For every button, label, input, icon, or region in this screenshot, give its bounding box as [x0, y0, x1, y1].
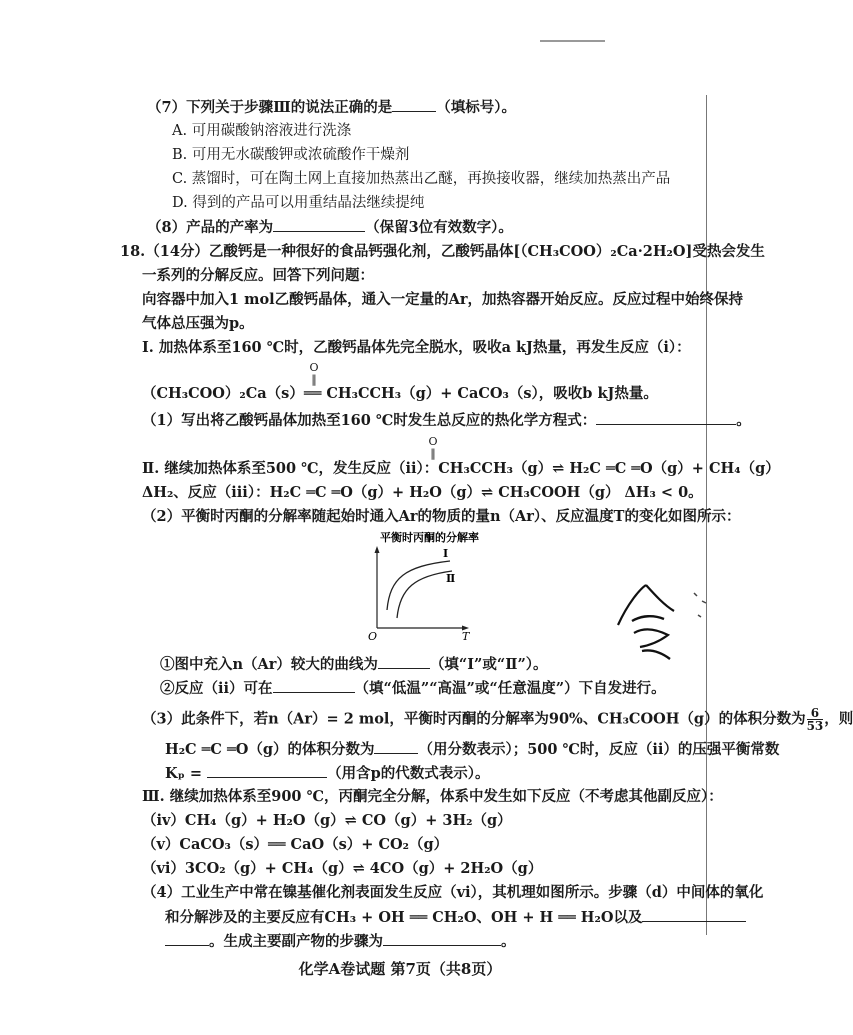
q18-1-line: （1）写出将乙酸钙晶体加热至160 ℃时发生总反应的热化学方程式： 。: [142, 412, 751, 429]
q7-option-b: B. 可用无水碳酸钾或浓硫酸作干燥剂: [172, 147, 410, 163]
q18-4-line-2: 和分解涉及的主要反应有CH₃ + OH ══ CH₂O、OH + H ══ H₂O以及: [165, 907, 746, 928]
q18-3-b-answer-blank[interactable]: [207, 763, 327, 778]
q18-4-b-answer-blank[interactable]: [165, 931, 209, 946]
q18-4-c-answer-blank[interactable]: [383, 931, 501, 946]
equation-i: （CH₃COO）₂Ca（s）══ CH₃CCH₃（g）+ CaCO₃（s），吸收b kJ热量。: [142, 385, 658, 402]
q18-2-a-stem: ①图中充入n（Ar）较大的曲线为: [160, 656, 378, 673]
q18-2-stem: （2）平衡时丙酮的分解率随起始时通入Ar的物质的量n（Ar）、反应温度T的变化如图所示：: [142, 508, 741, 525]
part2-line-2: ΔH₂、反应（ⅲ）：H₂C ═C ═O（g）+ H₂O（g）⇌ CH₃COOH（g） ΔH₃ < 0。: [142, 484, 703, 501]
q7-stem: （7）下列关于步骤Ⅲ的说法正确的是: [147, 99, 393, 116]
graph-title: 平衡时丙酮的分解率: [380, 531, 479, 544]
q18-intro-2: 一系列的分解反应。回答下列问题：: [142, 267, 374, 284]
q18-4-line-3: 。生成主要副产物的步骤为 。: [165, 931, 516, 952]
q18-setup-2: 气体总压强为p。: [142, 315, 254, 332]
scan-mark: [540, 40, 605, 42]
carbonyl-o-i: O ‖: [309, 361, 319, 386]
curve-i-label: Ⅰ: [443, 547, 449, 560]
q18-1-stem: （1）写出将乙酸钙晶体加热至160 ℃时发生总反应的热化学方程式：: [142, 412, 597, 429]
curve-ii-label: Ⅱ: [446, 572, 456, 585]
curve-i: [387, 561, 450, 610]
q8-answer-blank[interactable]: [273, 217, 365, 232]
graph-x-label: T: [462, 630, 470, 643]
graph-origin: O: [368, 630, 378, 643]
q18-4-a-answer-blank[interactable]: [642, 907, 746, 922]
q7-stem-tail: （填标号）。: [436, 99, 516, 116]
q8-line: [147, 217, 513, 238]
q18-part1: Ⅰ. 加热体系至160 ℃时，乙酸钙晶体先完全脱水，吸收a kJ热量，再发生反应（ⅰ）：: [142, 339, 691, 356]
q7-option-c: C. 蒸馏时，可在陶土网上直接加热蒸出乙醚，再换接收器，继续加热蒸出产品: [172, 171, 671, 187]
q18-3-line-3: Kₚ = （用含p的代数式表示）。: [165, 765, 490, 782]
equation-iv: （ⅳ）CH₄（g）+ H₂O（g）⇌ CO（g）+ 3H₂（g）: [142, 812, 512, 829]
part3: Ⅲ. 继续加热体系至900 ℃，丙酮完全分解，体系中发生如下反应（不考虑其他副反应）：: [142, 788, 723, 805]
q8-stem: （8）产品的产率为: [147, 219, 274, 236]
q7-stem-line: [147, 97, 516, 118]
q18-2-b-line: ②反应（ⅱ）可在 （填“低温”“高温”或“任意温度”）下自发进行。: [160, 680, 666, 697]
graph-y-arrow: [375, 546, 380, 553]
decomposition-rate-graph: [360, 528, 490, 648]
q18-3-line-2: H₂C ═C ═O（g）的体积分数为 （用分数表示）；500 ℃时，反应（ⅱ）的压强平衡常数: [165, 741, 780, 758]
q18-4-line-1: （4）工业生产中常在镍基催化剂表面发生反应（ⅵ），其机理如图所示。步骤（d）中间体的氧化: [142, 884, 764, 901]
q18-3-line-1: （3）此条件下，若n（Ar）= 2 mol，平衡时丙酮的分解率为90%、CH₃COOH（g）的体积分数为 $\frac{6}{53}$ ，则: [142, 706, 853, 733]
q7-answer-blank[interactable]: [392, 97, 436, 112]
q7-option-a: A. 可用碳酸钠溶液进行洗涤: [172, 123, 352, 139]
equation-v: （ⅴ）CaCO₃（s）══ CaO（s）+ CO₂（g）: [142, 836, 449, 853]
handwritten-scribble: [610, 575, 720, 670]
curve-ii: [397, 571, 452, 618]
q18-2-a-line: ①图中充入n（Ar）较大的曲线为 （填“Ⅰ”或“Ⅱ”）。: [160, 656, 548, 673]
carbonyl-o-ii: O ‖: [428, 435, 438, 460]
page-footer: 化学A卷试题 第7页（共8页）: [298, 960, 502, 978]
q18-setup-1: 向容器中加入1 mol乙酸钙晶体，通入一定量的Ar，加热容器开始反应。反应过程中始终保持: [142, 291, 744, 308]
equation-vi: （ⅵ）3CO₂（g）+ CH₄（g）⇌ 4CO（g）+ 2H₂O（g）: [142, 860, 543, 877]
q18-intro-1: 18.（14分）乙酸钙是一种很好的食品钙强化剂，乙酸钙晶体[（CH₃COO）₂Ca·2H₂O]受热会发生: [120, 243, 765, 260]
q18-2-b-answer-blank[interactable]: [273, 678, 355, 693]
volume-fraction: $\frac{6}{53}$: [806, 706, 824, 733]
q18-3-a-answer-blank[interactable]: [374, 739, 418, 754]
q18-2-a-answer-blank[interactable]: [378, 654, 430, 669]
q18-1-answer-blank[interactable]: [596, 410, 736, 425]
q8-tail: （保留3位有效数字）。: [365, 219, 513, 236]
q18-2-b-stem: ②反应（ⅱ）可在: [160, 680, 273, 697]
part2-line-1: Ⅱ. 继续加热体系至500 ℃，发生反应（ⅱ）：CH₃CCH₃（g）⇌ H₂C ═C ═O（g）+ CH₄（g）: [142, 460, 780, 477]
q7-option-d: D. 得到的产品可以用重结晶法继续提纯: [172, 195, 425, 211]
